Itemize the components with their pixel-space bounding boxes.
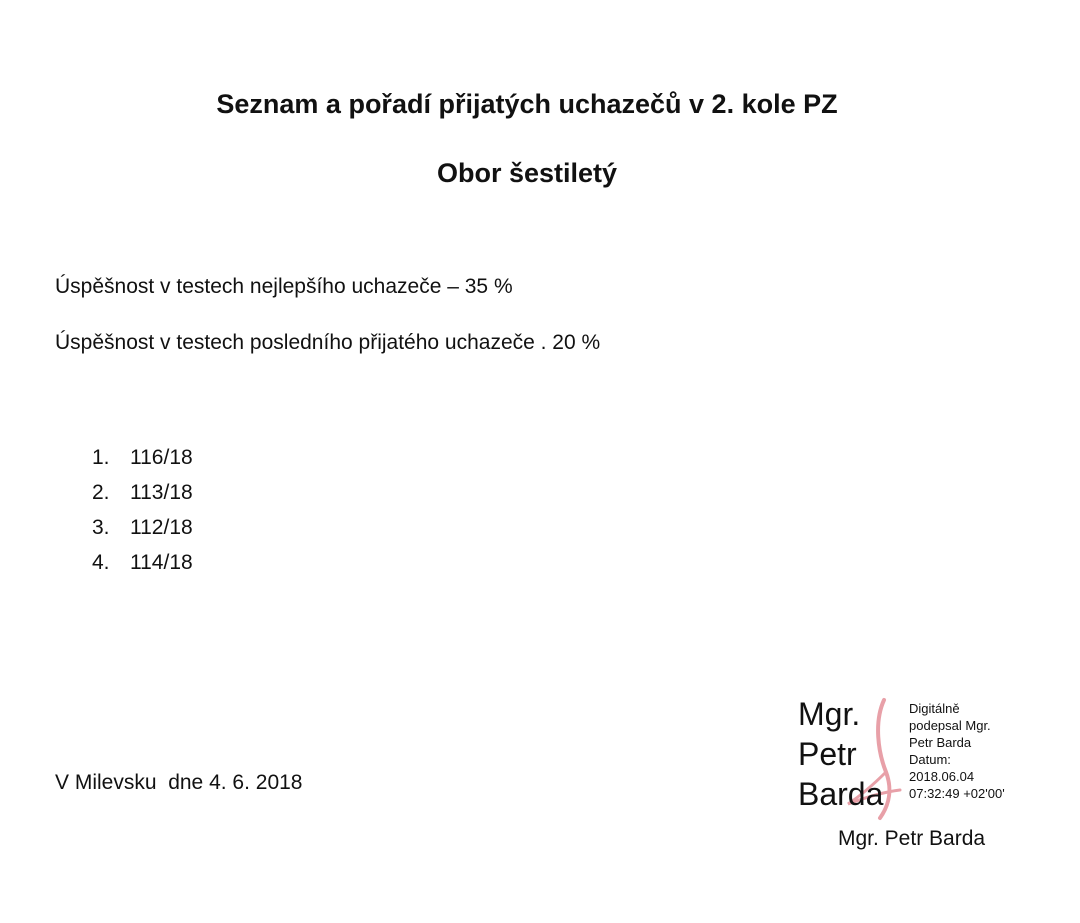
signature-detail-line: Digitálně [909, 701, 960, 716]
signature-details [909, 700, 1005, 802]
list-item-code: 113/18 [130, 481, 193, 504]
document-title: Seznam a pořadí přijatých uchazečů v 2. kole PZ [216, 89, 838, 119]
digital-signature [796, 692, 1036, 822]
list-item-code: 114/18 [130, 551, 193, 574]
list-item [92, 475, 193, 510]
signer-name: Mgr. Petr Barda [838, 827, 986, 850]
ranking-list [92, 440, 193, 580]
signature-detail-line: 2018.06.04 [909, 769, 975, 784]
signature-detail-line: podepsal Mgr. [909, 718, 991, 733]
signature-detail-line: Petr Barda [909, 735, 972, 750]
best-candidate-score: Úspěšnost v testech nejlepšího uchazeče – 35 % [55, 275, 513, 298]
signer-first-name: Petr [798, 736, 857, 772]
place-and-date: V Milevsku dne 4. 6. 2018 [55, 771, 303, 794]
signature-detail-line: 07:32:49 +02'00' [909, 786, 1005, 801]
list-item-number: 1. [92, 446, 110, 469]
document-subtitle: Obor šestiletý [436, 158, 618, 188]
signer-title: Mgr. [798, 696, 861, 732]
list-item-number: 4. [92, 551, 110, 574]
list-item [92, 545, 193, 580]
list-item-number: 2. [92, 481, 110, 504]
list-item-code: 112/18 [130, 516, 193, 539]
signer-last-name: Barda [798, 776, 884, 812]
signature-detail-line: Datum: [909, 752, 951, 767]
list-item-code: 116/18 [130, 446, 193, 469]
last-admitted-score: Úspěšnost v testech posledního přijatého uchazeče . 20 % [55, 331, 601, 354]
list-item [92, 510, 193, 545]
signer-name-large [798, 694, 883, 814]
list-item-number: 3. [92, 516, 110, 539]
list-item [92, 440, 193, 475]
